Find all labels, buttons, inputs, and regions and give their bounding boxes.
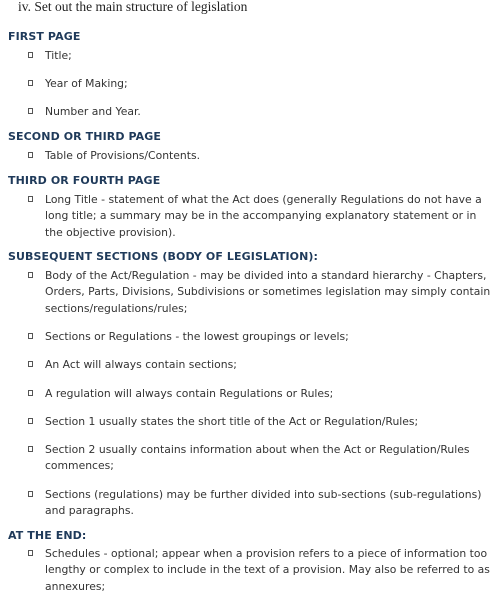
bullet-icon: [28, 272, 33, 278]
list-item: [28, 329, 494, 345]
list-item-text: Body of the Act/Regulation - may be divided into a standard hierarchy - Chapters, Orders, Parts, Divisions, Subdivisions or sometimes legislation may simply contain sections/regulations/rules;: [45, 269, 491, 315]
list-item: [28, 357, 494, 373]
list-item: [28, 148, 494, 164]
list-item-text: Table of Provisions/Contents.: [45, 149, 201, 162]
list-item: [28, 487, 494, 520]
bullet-icon: [28, 418, 33, 424]
list-item-text: Number and Year.: [45, 105, 141, 118]
list-item-text: Section 2 usually contains information about when the Act or Regulation/Rules commences;: [45, 443, 470, 473]
list-item: [28, 104, 494, 120]
section-heading-subsequent-sections: SUBSEQUENT SECTIONS (BODY OF LEGISLATION):: [8, 250, 319, 263]
bullet-icon: [28, 196, 33, 202]
bullet-icon: [28, 390, 33, 396]
list-item: [28, 48, 494, 64]
bullet-icon: [28, 550, 33, 556]
list-item-text: An Act will always contain sections;: [45, 358, 237, 371]
section-heading-at-the-end: AT THE END:: [8, 529, 87, 542]
bullet-icon: [28, 361, 33, 367]
bullet-icon: [28, 152, 33, 158]
list-item-text: Year of Making;: [45, 77, 128, 90]
list-item: [28, 546, 494, 595]
list-item-text: Title;: [45, 49, 72, 62]
bullet-icon: [28, 52, 33, 58]
intro-line: iv. Set out the main structure of legislation: [18, 0, 248, 14]
list-item: [28, 414, 494, 430]
list-item: [28, 268, 494, 317]
list-item-text: A regulation will always contain Regulations or Rules;: [45, 387, 334, 400]
list-item-text: Section 1 usually states the short title of the Act or Regulation/Rules;: [45, 415, 419, 428]
section-heading-second-or-third-page: SECOND OR THIRD PAGE: [8, 130, 162, 143]
list-item: [28, 442, 494, 475]
list-item-text: Sections or Regulations - the lowest groupings or levels;: [45, 330, 349, 343]
list-item: [28, 192, 494, 241]
list-item-text: Long Title - statement of what the Act does (generally Regulations do not have a long title; a summary may be in the accompanying explanatory statement or in the objective provision).: [45, 193, 482, 239]
list-item: [28, 386, 494, 402]
list-item-text: Sections (regulations) may be further divided into sub-sections (sub-regulations) and paragraphs.: [45, 488, 482, 518]
section-heading-first-page: FIRST PAGE: [8, 30, 81, 43]
bullet-icon: [28, 446, 33, 452]
bullet-icon: [28, 491, 33, 497]
bullet-icon: [28, 80, 33, 86]
list-item: [28, 76, 494, 92]
bullet-icon: [28, 333, 33, 339]
bullet-icon: [28, 108, 33, 114]
list-item-text: Schedules - optional; appear when a provision refers to a piece of information too lengthy or complex to include in the text of a provision. May also be referred to as annexures;: [45, 547, 490, 593]
section-heading-third-or-fourth-page: THIRD OR FOURTH PAGE: [8, 174, 161, 187]
